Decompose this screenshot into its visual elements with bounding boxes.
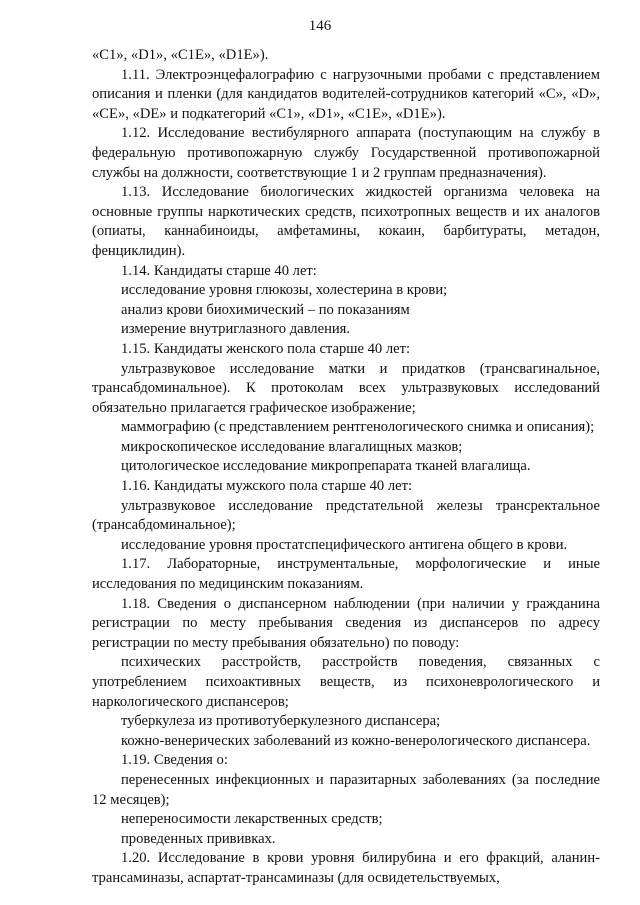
paragraph-1-11: 1.11. Электроэнцефалографию с нагрузочными пробами с представлением описания и пленки (для кандидатов водителей-сотрудников категорий «С», «D», «СЕ», «DE» и подкатегорий «С1», «D1», «C1E», «D1E»).: [92, 66, 600, 122]
paragraph-1-13: 1.13. Исследование биологических жидкостей организма человека на основные группы наркотических средств, психотропных веществ и их аналогов (опиаты, каннабиноиды, амфетамины, кокаин, барбитураты, метадон, фенциклидин).: [92, 184, 600, 259]
list-item: ультразвуковое исследование предстательной железы трансректальное (трансабдоминальное);: [92, 497, 600, 534]
list-item: цитологическое исследование микропрепарата тканей влагалища.: [121, 458, 531, 475]
list-item: ультразвуковое исследование матки и придатков (трансвагинальное, трансабдоминальное). К протоколам всех ультразвуковых исследований обязательно прилагается графическое изображение;: [92, 360, 600, 416]
paragraph-1-16: 1.16. Кандидаты мужского пола старше 40 лет:: [121, 478, 413, 495]
list-item: туберкулеза из противотуберкулезного диспансера;: [121, 713, 441, 730]
list-item: измерение внутриглазного давления.: [121, 321, 351, 338]
paragraph-1-17: 1.17. Лабораторные, инструментальные, морфологические и иные исследования по медицинским показаниям.: [92, 556, 600, 593]
list-item: исследование уровня простатспецифического антигена общего в крови.: [121, 536, 568, 553]
list-item: перенесенных инфекционных и паразитарных заболеваниях (за последние 12 месяцев);: [92, 771, 600, 808]
paragraph-1-15: 1.15. Кандидаты женского пола старше 40 лет:: [121, 340, 411, 357]
list-item: исследование уровня глюкозы, холестерина в крови;: [121, 282, 448, 299]
paragraph-1-19: 1.19. Сведения о:: [121, 752, 228, 769]
list-item: непереносимости лекарственных средств;: [121, 811, 383, 828]
page-number: 146: [308, 18, 332, 34]
list-item: проведенных прививках.: [121, 830, 276, 847]
list-item: микроскопическое исследование влагалищных мазков;: [121, 438, 463, 455]
paragraph-1-12: 1.12. Исследование вестибулярного аппарата (поступающим на службу в федеральную противопожарную службу Государственной противопожарной службы на должности, соответствующие 1 и 2 группам предназначения).: [92, 125, 600, 181]
list-item: кожно-венерических заболеваний из кожно-венерологического диспансера.: [121, 732, 591, 749]
paragraph-continuation: «С1», «D1», «C1E», «D1E»).: [92, 47, 269, 63]
paragraph-1-20: 1.20. Исследование в крови уровня билирубина и его фракций, аланин-трансаминазы, аспартат-трансаминазы (для освидетельствуемых,: [92, 850, 600, 886]
list-item: анализ крови биохимический – по показаниям: [121, 301, 410, 318]
paragraph-1-18: 1.18. Сведения о диспансерном наблюдении (при наличии у гражданина регистрации по месту пребывания сведения из диспансеров по адресу регистрации по месту пребывания обязательно) по поводу:: [92, 595, 600, 651]
document-body: [92, 46, 600, 889]
list-item: психических расстройств, расстройств поведения, связанных с употреблением психоактивных веществ, из психоневрологического и наркологического диспансеров;: [92, 654, 600, 710]
paragraph-1-14: 1.14. Кандидаты старше 40 лет:: [121, 262, 317, 279]
list-item: маммографию (с представлением рентгенологического снимка и описания);: [121, 419, 595, 436]
